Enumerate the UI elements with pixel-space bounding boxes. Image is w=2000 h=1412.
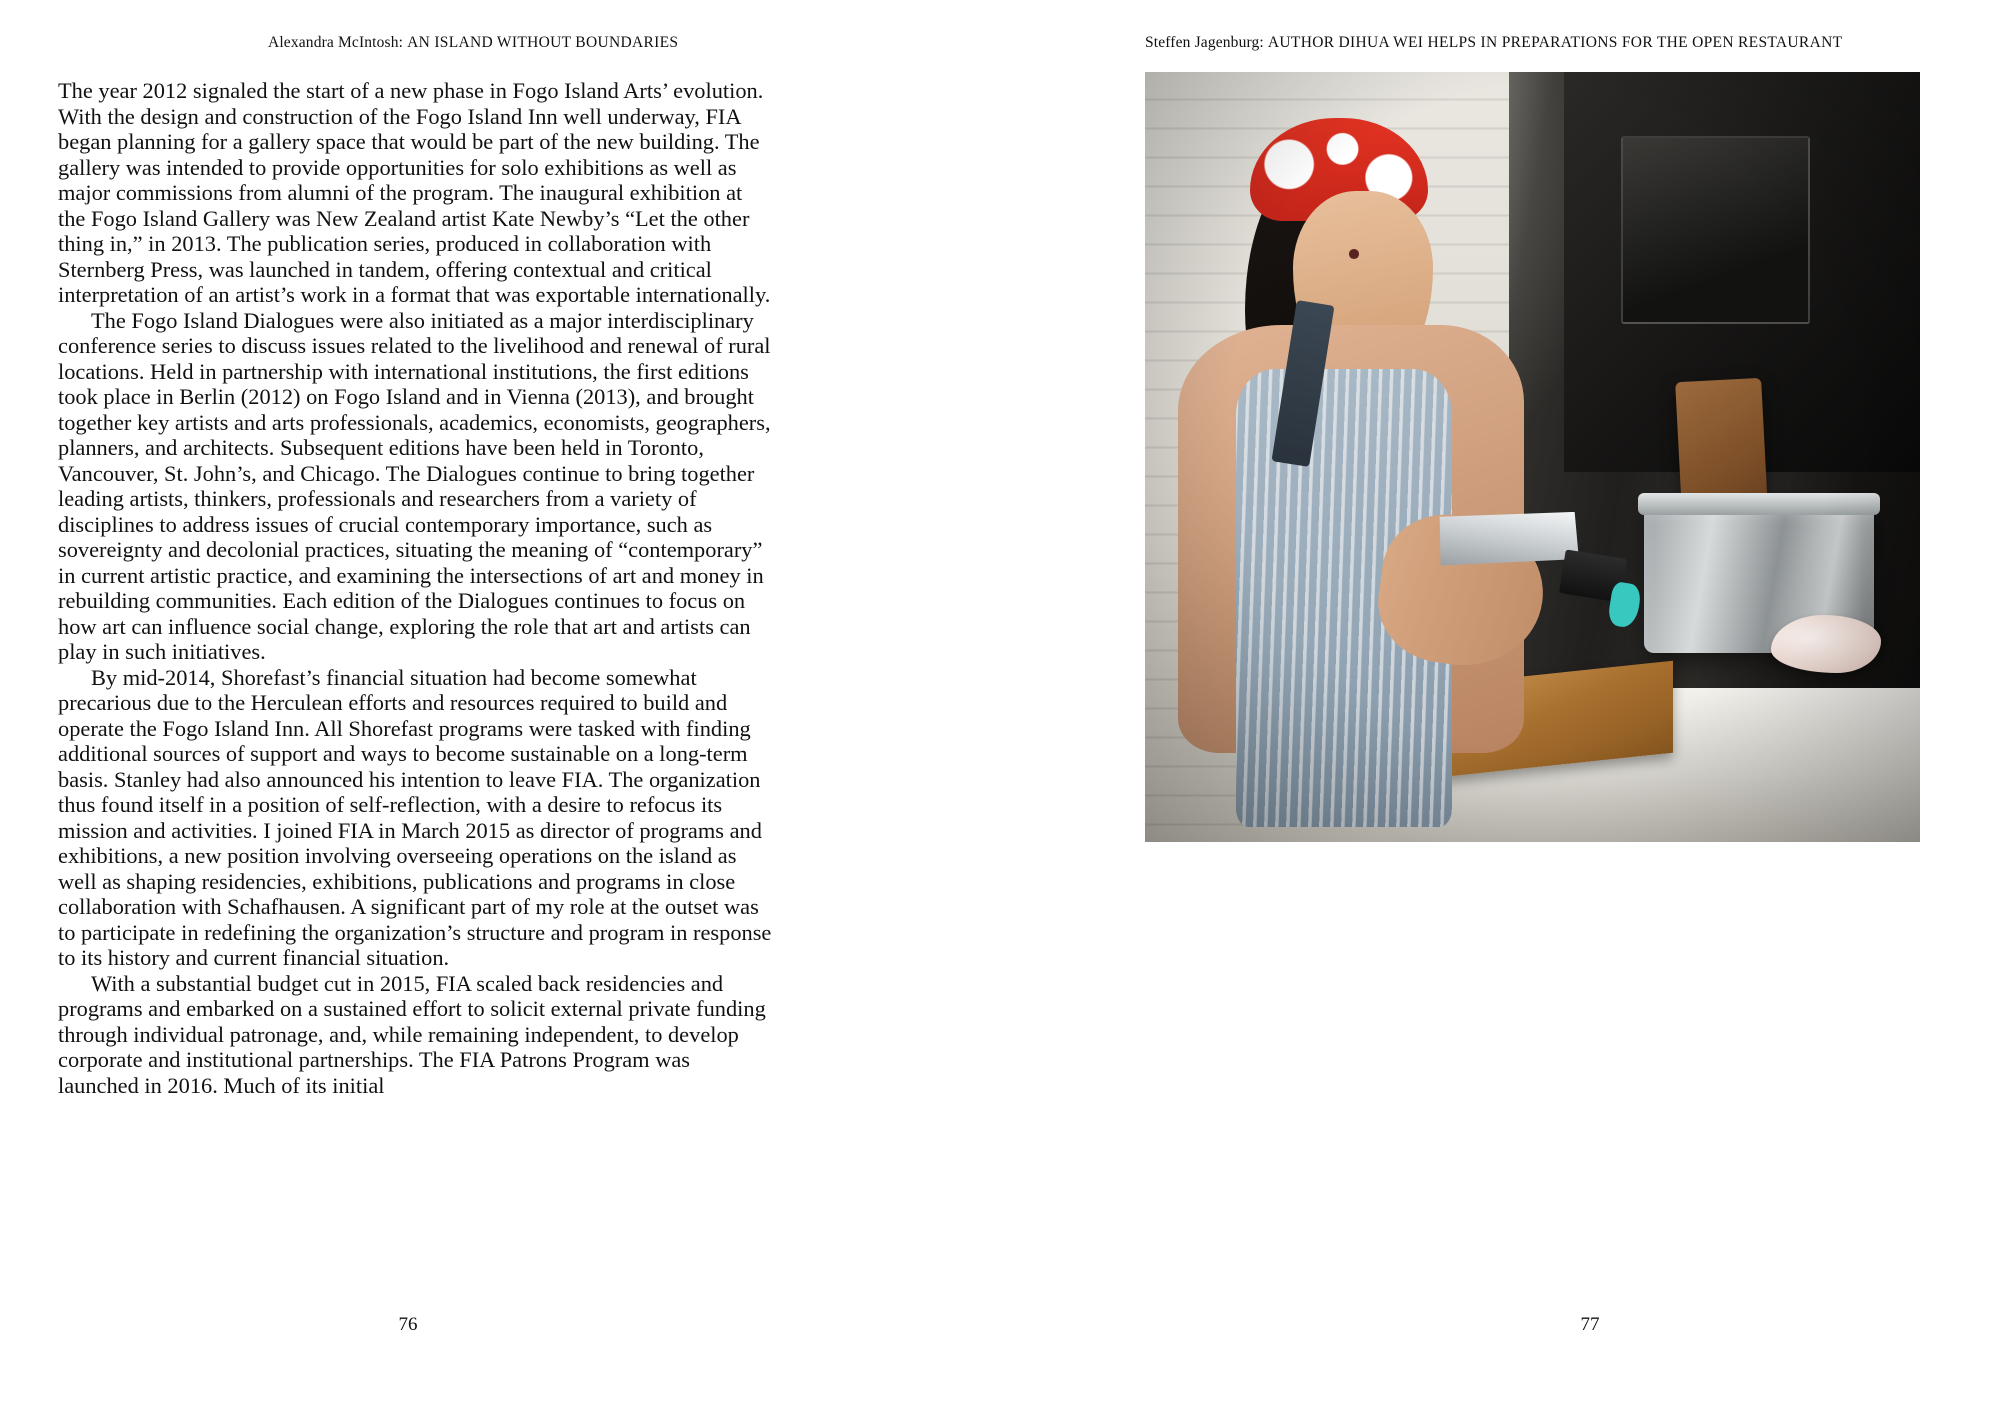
paragraph-2: The Fogo Island Dialogues were also initiated as a major interdisciplinary conference series to discuss issues related to the livelihood and renewal of rural locations. Held in partnership with international institutions, the first editions took place in Berlin (2012) on Fogo Island and in Vienna (2013), and brought together key artists and arts professionals, academics, economists, geographers, planners, and architects. Subsequent editions have been held in Toronto, Vancouver, St. John’s, and Chicago. The Dialogues continue to bring together leading artists, thinkers, professionals and researchers from a variety of disciplines to address issues of crucial contemporary importance, such as sovereignty and decolonial practices, situating the meaning of “contemporary” in current artistic practice, and examining the intersections of art and money in rebuilding communities. Each edition of the Dialogues continues to focus on how art can influence social change, exploring the role that art and artists can play in such initiatives. [58, 307, 771, 664]
photo-credit-author: Steffen Jagenburg: [1145, 34, 1264, 51]
paragraph-4: With a substantial budget cut in 2015, FIA scaled back residencies and programs and embarked on a sustained effort to solicit external private funding through individual patronage, and, while remaining independent, to develop corporate and institutional partnerships. The FIA Patrons Program was launched in 2016. Much of its initial [58, 970, 766, 1098]
page-number-right: 77 [1580, 1314, 1600, 1335]
running-head-right [1145, 34, 1842, 52]
paragraph-3: By mid-2014, Shorefast’s financial situation had become somewhat precarious due to the Herculean efforts and resources required to build and operate the Fogo Island Inn. All Shorefast programs were tasked with finding additional sources of support and ways to become sustainable on a long-term basis. Stanley had also announced his intention to leave FIA. The organization thus found itself in a position of self-reflection, with a desire to refocus its mission and activities. I joined FIA in March 2015 as director of programs and exhibitions, a new position involving overseeing operations on the island as well as shaping residencies, exhibitions, publications and programs in close collaboration with Schafhausen. A significant part of my role at the outset was to participate in redefining the organization’s structure and program in response to its history and current financial situation. [58, 664, 772, 970]
photograph [1145, 72, 1920, 842]
running-head-left [268, 34, 678, 52]
body-text-column [58, 78, 774, 1098]
running-head-title: AN ISLAND WITHOUT BOUNDARIES [407, 34, 679, 51]
person-figure [1168, 103, 1649, 842]
photo-scene [1145, 72, 1920, 842]
running-head-author: Alexandra McIntosh: [268, 34, 404, 51]
fish-fillet [1771, 615, 1881, 673]
knife-tip [1607, 581, 1642, 629]
right-page [1000, 0, 2000, 1412]
mouth [1349, 249, 1359, 259]
photo-caption-title: AUTHOR DIHUA WEI HELPS IN PREPARATIONS FOR THE OPEN RESTAURANT [1267, 34, 1843, 51]
paragraph-1: The year 2012 signaled the start of a new phase in Fogo Island Arts’ evolution. With the design and construction of the Fogo Island Inn well underway, FIA began planning for a gallery space that would be part of the new building. The gallery was intended to provide opportunities for solo exhibitions as well as major commissions from alumni of the program. The inaugural exhibition at the Fogo Island Gallery was New Zealand artist Kate Newby’s “Let the other thing in,” in 2013. The publication series, produced in collaboration with Sternberg Press, was launched in tandem, offering contextual and critical interpretation of an artist’s work in a format that was exportable internationally. [58, 78, 771, 307]
page-number-left: 76 [398, 1314, 418, 1335]
